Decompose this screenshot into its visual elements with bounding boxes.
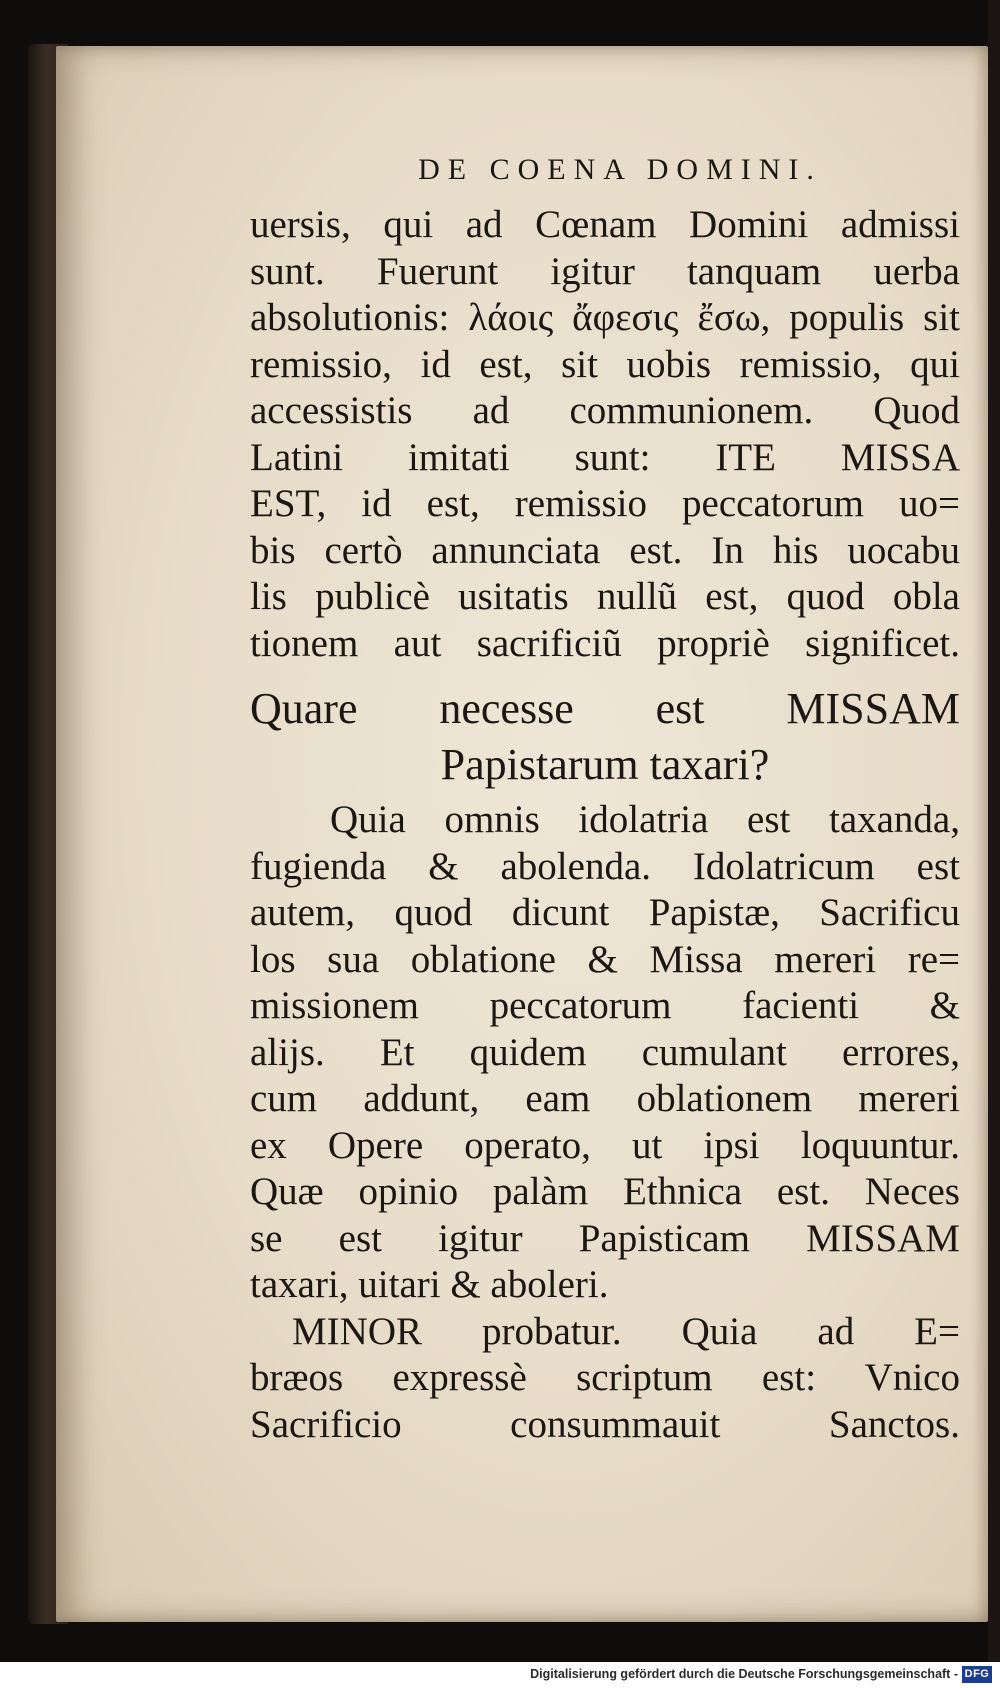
text-line: bræos expressè scriptum est: Vnico <box>250 1356 960 1399</box>
text-line: remissio, id est, sit uobis remissio, qui <box>250 342 960 386</box>
question-heading-line-2: Papistarum taxari? <box>440 740 770 789</box>
text-line: ex Opere operato, ut ipsi loquuntur. <box>250 1123 960 1167</box>
body-paragraph <box>250 202 960 667</box>
text-line: autem, quod dicunt Papistæ, Sacrificu <box>250 891 960 934</box>
text-line: tionem aut sacrificiũ propriè significet. <box>250 621 960 665</box>
minor-paragraph <box>250 1309 960 1449</box>
text-line: se est igitur Papisticam MISSAM <box>250 1216 960 1260</box>
scan-border-right <box>988 0 1000 1662</box>
text-line: taxari, uitari & aboleri. <box>250 1263 609 1306</box>
footer-credit: Digitalisierung gefördert durch die Deutsche Forschungsgemeinschaft - <box>530 1667 958 1681</box>
text-line: Quæ opinio palàm Ethnica est. Neces <box>250 1170 960 1213</box>
running-head: DE COENA DOMINI. <box>418 153 822 186</box>
text-line: MINOR probatur. Quia ad E= <box>292 1309 960 1353</box>
text-line: missionem peccatorum facienti & <box>250 984 960 1027</box>
text-line: uersis, qui ad Cœnam Domini admissi <box>250 203 960 246</box>
dfg-logo: DFG <box>962 1666 992 1683</box>
text-line: lis publicè usitatis nullũ est, quod obla <box>250 575 960 618</box>
text-line: accessistis ad communionem. Quod <box>250 389 960 432</box>
text-line: alijs. Et quidem cumulant errores, <box>250 1030 960 1074</box>
text-line: absolutionis: λάοις ἄφεσις ἔσω, populis sit <box>250 296 960 339</box>
answer-paragraph <box>250 797 960 1309</box>
text-line: Sacrificio consummauit Sanctos. <box>250 1402 960 1446</box>
text-line: sunt. Fuerunt igitur tanquam uerba <box>250 249 960 293</box>
text-line: Latini imitati sunt: ITE MISSA <box>250 435 960 479</box>
text-line: EST, id est, remissio peccatorum uo= <box>250 482 960 525</box>
text-line: bis certò annunciata est. In his uocabu <box>250 528 960 572</box>
text-line: los sua oblatione & Missa mereri re= <box>250 937 960 981</box>
text-line: Quia omnis idolatria est taxanda, <box>330 798 960 841</box>
digitization-footer <box>0 1662 1000 1690</box>
page-text-block <box>250 150 960 1448</box>
question-heading-line-1: Quare necesse est MISSAM <box>250 684 960 733</box>
text-line: cum addunt, eam oblationem mereri <box>250 1077 960 1120</box>
text-line: fugienda & abolenda. Idolatricum est <box>250 844 960 888</box>
